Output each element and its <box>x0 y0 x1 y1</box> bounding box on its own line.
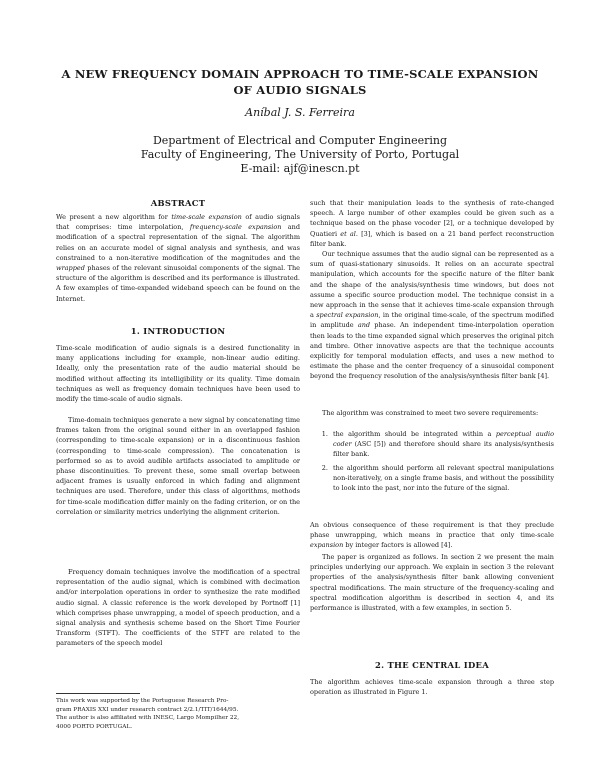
title-line-1: A NEW FREQUENCY DOMAIN APPROACH TO TIME-SCALE EXPANSION <box>61 67 539 81</box>
list-item <box>310 463 554 494</box>
emphasis: and <box>357 321 371 330</box>
affiliation-block <box>40 134 560 176</box>
emphasis: et al. <box>340 229 358 238</box>
text-part: [3], which is based on a 21 band perfect reconstruction filter bank. <box>310 229 555 248</box>
list-item-number: 1. <box>321 430 328 438</box>
footnote-rule <box>56 693 140 694</box>
requirements-list <box>310 429 554 493</box>
title-line-2: OF AUDIO SIGNALS <box>233 83 367 97</box>
footnote-line-3: The author is also affiliated with INESC, Largo Mompilher 22, <box>56 715 240 722</box>
abstract-text-part: We present a new algorithm for <box>56 213 172 221</box>
abstract-emphasis: time-scale expansion <box>171 213 242 221</box>
author-name: Aníbal J. S. Ferreira <box>245 106 355 119</box>
text-part: the algorithm should be integrated within a <box>333 430 496 438</box>
abstract-text-part: of audio signals that comprises: time interpolation, <box>56 213 300 232</box>
intro-paragraph-1: Time-scale modification of audio signals is a desired functionality in many applications including for example, non-linear audio editing. Ideally, only the presentation rate of the audio material should be modified without affecting its intelligibility or its quality. Time domain techniques as well as frequency domain techniques have been used to modify the time-scale of audio signals. <box>56 344 300 404</box>
text-part: by integer factors is allowed [4]. <box>343 541 453 550</box>
intro-paragraph-2: Time-domain techniques generate a new signal by concatenating time frames taken from the original sound either in an overlapped fashion (corresponding to time-scale expansion) or in a discontinuous fashion (corresponding to time-scale compression). The concatenation is performed so as to avoid audible artifacts associated to amplitude or phase discontinuities. To prevent these, some small overlap between adjacent frames is usually enforced in which fading and alignment techniques are used. Therefore, under this class of algorithms, methods for time-scale modification differ mainly on the fading criterion, or on the correlation or similarity metrics underlying the alignment criterion. <box>56 416 300 516</box>
right-paragraph-2 <box>310 249 554 382</box>
text-part: phase. An independent time-interpolation operation then leads to the time expanded signal which preserves the original pitch and timbre. Other innovative aspects are that the technique accounts explicitly for temporal modulation effects, and uses a new method to estimate the phase and the center frequency of a sinusoidal component beyond the frequency resolution of the analysis/synthesis filter bank [4]. <box>310 321 555 381</box>
abstract-text-part: phases of the relevant sinusoidal components of the signal. The structure of the algorithm is described and its performance is illustrated. A few examples of time-expanded wideband speech can be found on the Internet. <box>56 264 300 303</box>
list-item-text <box>333 429 554 460</box>
footnote-line-2: gram PRAXIS XXI under research contract 2/2.1/TIT/1644/95. <box>56 706 239 713</box>
right-paragraph-4 <box>310 520 554 551</box>
affiliation-faculty: Faculty of Engineering, The University of Porto, Portugal <box>140 148 460 161</box>
intro-heading: 1. INTRODUCTION <box>130 326 226 336</box>
footnote <box>56 697 300 731</box>
footnote-line-4: 4000 PORTO PORTUGAL. <box>56 723 133 730</box>
abstract-emphasis: frequency-scale expansion <box>189 223 282 232</box>
list-item-text: the algorithm should perform all relevant spectral manipulations non-iteratively, on a single frame basis, and without the possibility to look into the past, nor into the future of the signal. <box>333 463 554 493</box>
text-part: Our technique assumes that the audio signal can be represented as a sum of quasi-stationary sinusoids. It relies on an accurate spectral manipulation, which accounts for the specific nature of the filter bank and the shape of the analysis/synthesis time windows, but does not assume a specific source production model. The technique consist in a new approach in the sense that it achieves time-scale expansion through a <box>310 250 554 320</box>
text-part: An obvious consequence of these requirement is that they preclude phase unwrapping, which means in practice that only time-scale <box>310 521 554 540</box>
right-paragraph-1 <box>310 198 554 249</box>
list-item-number: 2. <box>321 463 328 472</box>
emphasis: perceptual audio coder <box>333 430 554 449</box>
section-2-paragraph: The algorithm achieves time-scale expansion through a three step operation as illustrated in Figure 1. <box>310 678 554 697</box>
affiliation-email: E-mail: ajf@inescn.pt <box>240 162 360 175</box>
section-2-heading: 2. THE CENTRAL IDEA <box>374 660 490 670</box>
text-part: , in the original time-scale, of the spectrum modified in amplitude <box>310 311 554 330</box>
right-paragraph-5: The paper is organized as follows. In section 2 we present the main principles underlying our approach. We explain in section 3 the relevant properties of the analysis/synthesis filter bank allowing convenient spectral modifications. The main structure of the frequency-scaling and spectral modification algorithm is described in section 4, and its performance is illustrated, with a few examples, in section 5. <box>310 553 554 613</box>
abstract-heading: ABSTRACT <box>150 198 206 208</box>
right-paragraph-3: The algorithm was constrained to meet two severe requirements: <box>322 409 539 417</box>
text-part: (ASC [5]) and therefore should share its analysis/synthesis filter bank. <box>333 440 554 459</box>
list-item <box>310 429 554 460</box>
text-part: such that their manipulation leads to the synthesis of rate-changed speech. A large number of other examples could be given such as a technique based on the phase vocoder [2], or a technique developed by Quatieri <box>310 199 554 238</box>
emphasis: spectral expansion <box>316 311 379 320</box>
paper-title <box>40 66 560 98</box>
abstract-text-part: and modification of a spectral representation of the signal. The algorithm relies on an accurate model of signal analysis and synthesis, and was constrained to a non-iterative modification of the magnitudes and the <box>56 223 300 262</box>
emphasis: expansion <box>310 541 344 550</box>
footnote-line-1: This work was supported by the Portuguese Research Pro- <box>56 698 229 704</box>
abstract-emphasis: wrapped <box>56 264 85 273</box>
abstract-text <box>56 212 300 304</box>
intro-paragraph-3: Frequency domain techniques involve the modification of a spectral representation of the audio signal, which is combined with decimation and/or interpolation operations in order to synthesize the rate modified audio signal. A classic reference is the work developed by Portnoff [1] which comprises phase unwrapping, a model of speech production, and a signal analysis and synthesis scheme based on the Short Time Fourier Transform (STFT). The coefficients of the STFT are related to the parameters of the speech model <box>56 568 300 648</box>
affiliation-department: Department of Electrical and Computer Engineering <box>152 134 448 147</box>
